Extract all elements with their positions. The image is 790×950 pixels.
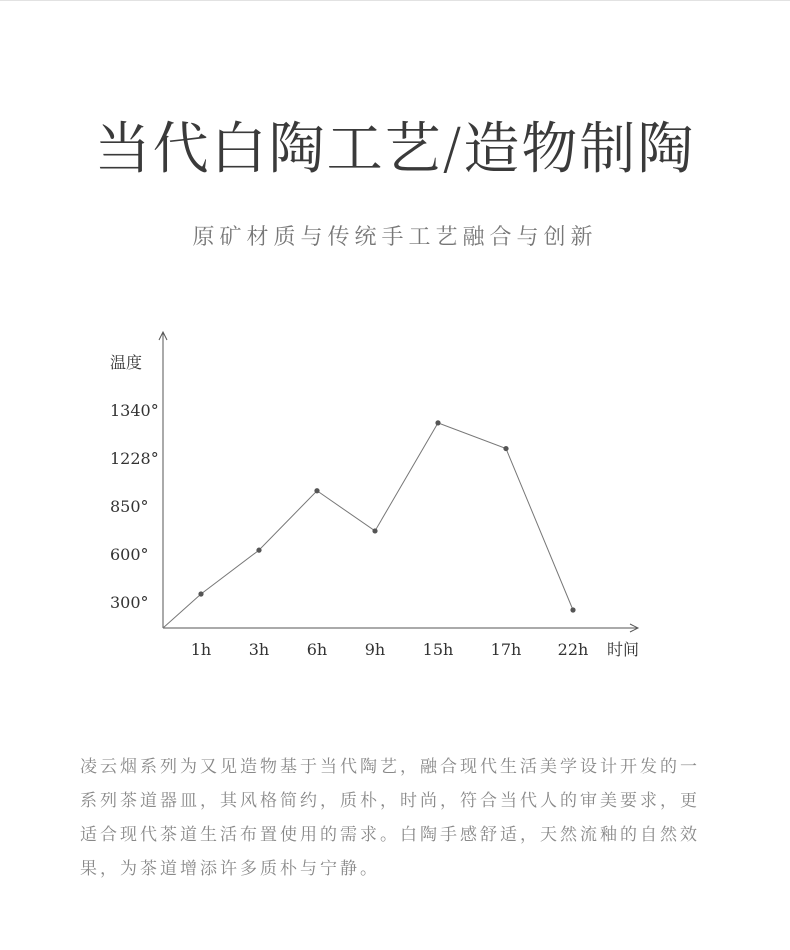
x-tick-labels	[191, 640, 589, 659]
data-point	[570, 607, 575, 612]
chart-axes	[159, 332, 638, 632]
x-tick-label: 9h	[364, 640, 386, 659]
x-tick-label: 3h	[248, 640, 270, 659]
top-divider	[0, 0, 790, 1]
x-tick-label: 15h	[422, 640, 454, 659]
description-paragraph: 凌云烟系列为又见造物基于当代陶艺，融合现代生活美学设计开发的一系列茶道器皿，其风格简约，质朴，时尚，符合当代人的审美要求，更适合现代茶道生活布置使用的需求。白陶手感舒适，天然流釉的自然效果，为茶道增添许多质朴与宁静。	[80, 757, 700, 879]
y-tick-label: 300°	[110, 593, 149, 612]
series-line	[163, 423, 573, 628]
x-tick-label: 1h	[190, 640, 212, 659]
temperature-line-chart	[0, 320, 790, 680]
data-point	[435, 420, 440, 425]
y-tick-labels	[110, 401, 159, 612]
y-tick-label: 600°	[110, 545, 149, 564]
x-tick-label: 6h	[306, 640, 328, 659]
x-tick-label: 17h	[490, 640, 522, 659]
page-subtitle: 原矿材质与传统手工艺融合与创新	[192, 225, 598, 250]
y-axis-label: 温度	[110, 353, 143, 372]
y-tick-label: 850°	[110, 497, 149, 516]
y-tick-label: 1228°	[110, 449, 159, 468]
data-point	[198, 591, 203, 596]
page-title: 当代白陶工艺/造物制陶	[94, 117, 696, 182]
y-tick-label: 1340°	[110, 401, 159, 420]
data-point	[503, 446, 508, 451]
x-axis-label: 时间	[607, 640, 640, 659]
x-tick-label: 22h	[557, 640, 589, 659]
data-point	[314, 488, 319, 493]
data-point	[372, 528, 377, 533]
data-point	[256, 548, 261, 553]
series-temperature	[163, 420, 576, 628]
